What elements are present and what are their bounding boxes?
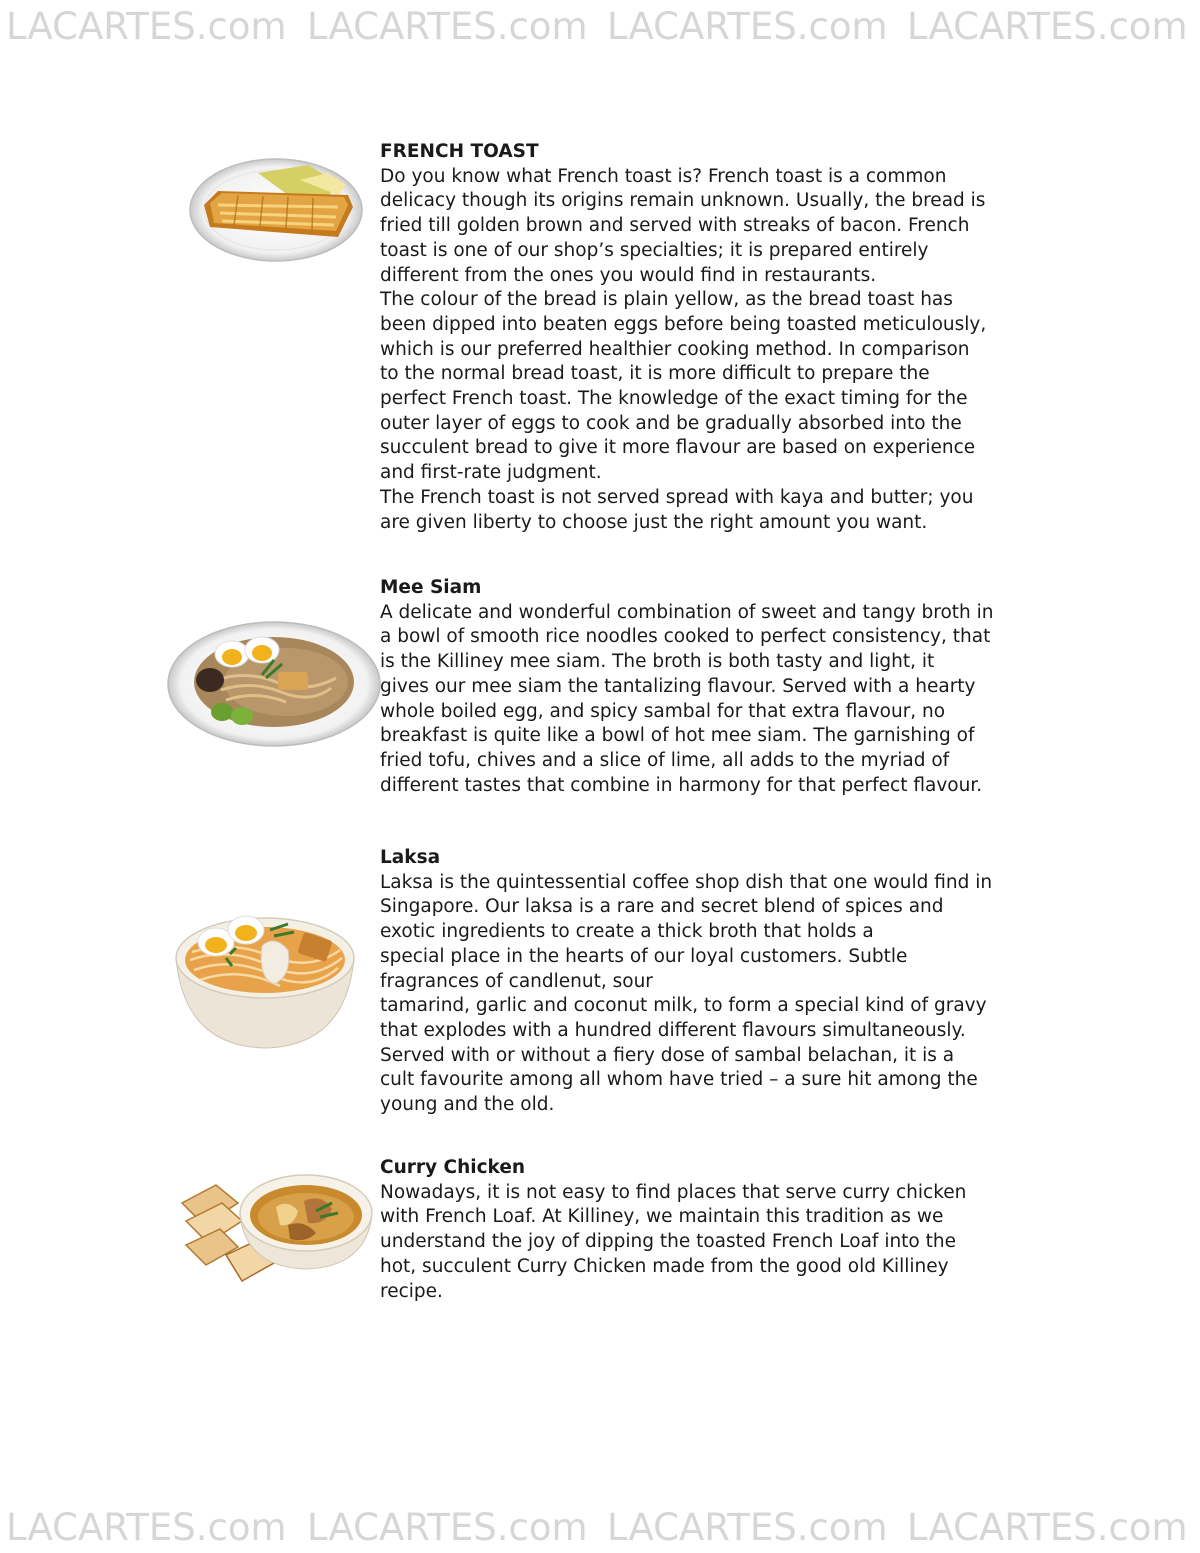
description-line: delicacy though its origins remain unknown. Usually, the bread is [380, 190, 986, 212]
description-line: been dipped into beaten eggs before being toasted meticulously, [380, 313, 987, 335]
description-line: gives our mee siam the tantalizing flavour. Served with a hearty [380, 675, 976, 697]
description-line: fried till golden brown and served with streaks of bacon. French [380, 215, 970, 237]
description-line: hot, succulent Curry Chicken made from the good old Killiney [380, 1255, 949, 1277]
watermark-text: LACARTES.com [607, 1506, 888, 1549]
menu-item-text [380, 576, 1040, 798]
description-line: which is our preferred healthier cooking method. In comparison [380, 338, 970, 360]
description-line: Singapore. Our laksa is a rare and secret blend of spices and [380, 896, 944, 918]
watermark-top [0, 2, 1200, 52]
description-line: cult favourite among all whom have tried – a sure hit among the [380, 1069, 978, 1091]
menu-item-text [380, 1156, 1040, 1304]
description-line: breakfast is quite like a bowl of hot mee siam. The garnishing of [380, 725, 975, 747]
watermark-text: LACARTES.com [307, 5, 588, 48]
description-line: Laksa is the quintessential coffee shop dish that one would find in [380, 871, 993, 893]
description-line: Served with or without a fiery dose of sambal belachan, it is a [380, 1044, 955, 1066]
description-line: perfect French toast. The knowledge of the exact timing for the [380, 388, 968, 410]
description-line: A delicate and wonderful combination of sweet and tangy broth in [380, 601, 994, 623]
menu-item-text [380, 846, 1040, 1118]
description-line: young and the old. [380, 1094, 555, 1116]
description-line: a bowl of smooth rice noodles cooked to perfect consistency, that [380, 626, 991, 648]
description-line: different from the ones you would find in restaurants. [380, 264, 877, 286]
laksa-image [170, 906, 360, 1051]
watermark-text: LACARTES.com [307, 1506, 588, 1549]
description-line: tamarind, garlic and coconut milk, to form a special kind of gravy [380, 995, 987, 1017]
description-line: understand the joy of dipping the toasted French Loaf into the [380, 1231, 956, 1253]
description-line: Nowadays, it is not easy to find places that serve curry chicken [380, 1181, 967, 1203]
description-line: are given liberty to choose just the right amount you want. [380, 511, 928, 533]
dish-title: Curry Chicken [380, 1157, 526, 1178]
menu-item-text [380, 140, 1040, 535]
description-line: succulent bread to give it more flavour are based on experience [380, 437, 976, 459]
description-line: exotic ingredients to create a thick broth that holds a [380, 921, 874, 943]
description-line: different tastes that combine in harmony for that perfect flavour. [380, 774, 983, 796]
description-line: whole boiled egg, and spicy sambal for that extra flavour, no [380, 700, 946, 722]
description-line: outer layer of eggs to cook and be gradually absorbed into the [380, 412, 962, 434]
dish-title: Mee Siam [380, 577, 482, 598]
french-toast-image [188, 155, 368, 265]
watermark-text: LACARTES.com [6, 1506, 287, 1549]
description-line: and first-rate judgment. [380, 462, 602, 484]
mee-siam-image [166, 620, 382, 750]
watermark-text: LACARTES.com [907, 5, 1188, 48]
description-line: fragrances of candlenut, sour [380, 970, 653, 992]
description-line: fried tofu, chives and a slice of lime, all adds to the myriad of [380, 749, 950, 771]
description-line: Do you know what French toast is? French toast is a common [380, 165, 947, 187]
description-line: that explodes with a hundred different flavours simultaneously. [380, 1019, 966, 1041]
watermark-text: LACARTES.com [607, 5, 888, 48]
description-line: recipe. [380, 1280, 443, 1302]
watermark-text: LACARTES.com [907, 1506, 1188, 1549]
dish-title: Laksa [380, 847, 441, 868]
description-line: with French Loaf. At Killiney, we maintain this tradition as we [380, 1206, 944, 1228]
dish-title: FRENCH TOAST [380, 141, 539, 162]
description-line: to the normal bread toast, it is more difficult to prepare the [380, 363, 930, 385]
curry-chicken-image [176, 1163, 376, 1288]
description-line: The French toast is not served spread with kaya and butter; you [380, 486, 974, 508]
description-line: toast is one of our shop’s specialties; it is prepared entirely [380, 239, 929, 261]
watermark-text: LACARTES.com [6, 5, 287, 48]
description-line: The colour of the bread is plain yellow, as the bread toast has [380, 289, 953, 311]
description-line: special place in the hearts of our loyal customers. Subtle [380, 945, 908, 967]
watermark-bottom [0, 1503, 1200, 1553]
description-line: is the Killiney mee siam. The broth is both tasty and light, it [380, 651, 935, 673]
